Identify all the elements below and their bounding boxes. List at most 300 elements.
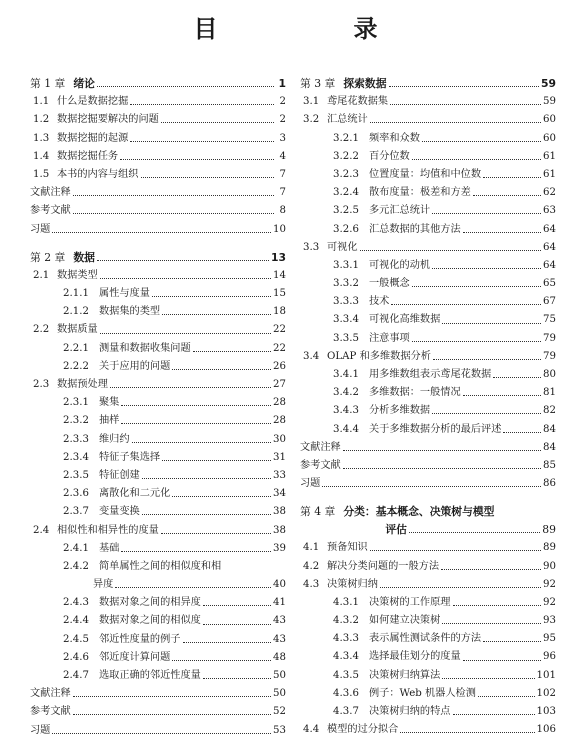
dot-leader — [162, 459, 271, 461]
toc-subsection-entry[interactable] — [30, 303, 286, 321]
subsection-number: 4.3.1 — [333, 596, 359, 608]
section-title: 解决分类问题的一般方法 — [327, 560, 440, 572]
page-number: 33 — [273, 469, 286, 481]
page-number: 3 — [279, 132, 286, 144]
toc-subsection-entry[interactable] — [30, 467, 286, 485]
page-number: 92 — [543, 578, 556, 590]
dot-leader — [73, 212, 274, 214]
subsection-number: 2.2.2 — [63, 360, 89, 372]
toc-section-entry[interactable] — [30, 130, 286, 148]
backmatter-title: 文献注释 — [300, 441, 341, 453]
toc-section-entry[interactable] — [300, 576, 556, 594]
toc-subsection-entry[interactable] — [30, 612, 286, 630]
toc-subsection-entry[interactable] — [300, 612, 556, 630]
page-number: 59 — [543, 96, 556, 108]
dot-leader — [172, 368, 271, 370]
toc-chapter-entry[interactable] — [300, 503, 556, 539]
page-number: 96 — [543, 651, 556, 663]
chapter-number: 第 4 章 — [300, 505, 336, 519]
page-number: 40 — [273, 579, 286, 591]
toc-subsection-entry[interactable] — [300, 685, 556, 703]
backmatter-title: 习题 — [30, 724, 51, 736]
page-number: 10 — [273, 223, 286, 235]
dot-leader — [441, 568, 541, 570]
backmatter-title: 参考文献 — [300, 459, 341, 471]
backmatter-title: 文献注释 — [30, 688, 71, 700]
section-number: 3.1 — [303, 96, 320, 108]
dot-leader — [203, 604, 271, 606]
dot-leader — [432, 412, 541, 414]
toc-subsection-entry[interactable] — [30, 503, 286, 521]
toc-subsection-entry[interactable] — [30, 594, 286, 612]
subsection-title: 百分位数 — [369, 150, 410, 162]
toc-chapter-entry[interactable] — [300, 75, 556, 93]
toc-backmatter-entry[interactable] — [300, 439, 556, 457]
page-number: 28 — [273, 415, 286, 427]
section-number: 4.3 — [303, 578, 320, 590]
section-title: 数据挖掘要解决的问题 — [57, 114, 159, 126]
dot-leader — [442, 677, 534, 679]
page-number: 38 — [273, 506, 286, 518]
toc-section-entry[interactable] — [300, 539, 556, 557]
toc-backmatter-entry[interactable] — [30, 202, 286, 220]
toc-chapter-entry[interactable] — [30, 75, 286, 93]
dot-leader — [409, 531, 540, 533]
section-title: 汇总统计 — [327, 114, 368, 126]
toc-subsection-entry[interactable] — [300, 148, 556, 166]
toc-right-column — [300, 75, 556, 739]
toc-subsection-entry[interactable] — [30, 285, 286, 303]
subsection-number: 3.2.5 — [333, 205, 359, 217]
page-number: 93 — [543, 615, 556, 627]
toc-section-entry[interactable] — [30, 522, 286, 540]
page-number: 53 — [273, 724, 286, 736]
dot-leader — [130, 103, 274, 105]
toc-section-entry[interactable] — [30, 111, 286, 129]
subsection-number: 4.3.4 — [333, 651, 359, 663]
chapter-title: 探索数据 — [343, 77, 387, 90]
subsection-number: 2.3.6 — [63, 488, 89, 500]
subsection-number: 2.3.2 — [63, 415, 89, 427]
page-number: 7 — [279, 168, 286, 180]
subsection-title: 关于应用的问题 — [99, 360, 171, 372]
subsection-title: 数据集的类型 — [99, 306, 161, 318]
toc-section-entry[interactable] — [30, 321, 286, 339]
page-number: 64 — [543, 241, 556, 253]
dot-leader — [110, 386, 271, 388]
subsection-title: 用多维数组表示鸢尾花数据 — [369, 369, 492, 380]
backmatter-title: 文献注释 — [30, 187, 71, 199]
subsection-title: 散布度量：极差和方差 — [369, 187, 471, 199]
toc-subsection-entry[interactable] — [30, 394, 286, 412]
page-number: 39 — [273, 542, 286, 554]
page-number: 95 — [543, 633, 556, 645]
page-number: 65 — [543, 278, 556, 290]
dot-leader — [161, 121, 274, 123]
toc-backmatter-entry[interactable] — [300, 457, 556, 475]
backmatter-title: 参考文献 — [30, 205, 71, 217]
section-number: 4.4 — [303, 724, 320, 736]
section-title: 数据类型 — [57, 269, 98, 281]
toc-subsection-entry[interactable] — [300, 703, 556, 721]
toc-section-entry[interactable] — [300, 558, 556, 576]
subsection-title: 关于多维数据分析的最后评述 — [369, 423, 502, 435]
section-title: 决策树归纳 — [327, 578, 378, 590]
toc-subsection-entry[interactable] — [300, 384, 556, 402]
subsection-title: 频率和众数 — [369, 132, 420, 144]
dot-leader — [132, 441, 271, 443]
dot-leader — [442, 622, 541, 624]
subsection-number: 2.4.4 — [63, 615, 89, 627]
subsection-number: 3.2.4 — [333, 187, 359, 199]
section-title: 数据质量 — [57, 324, 98, 336]
toc-section-entry[interactable] — [300, 93, 556, 111]
subsection-title: 决策树归纳算法 — [369, 669, 441, 681]
dot-leader — [463, 231, 541, 233]
page-number: 64 — [543, 259, 556, 271]
subsection-title: 选取正确的邻近性度量 — [99, 670, 201, 681]
toc-subsection-entry[interactable] — [30, 540, 286, 558]
dot-leader — [322, 485, 541, 487]
page-number: 13 — [270, 250, 286, 264]
page-number: 64 — [543, 223, 556, 235]
subsection-number: 2.4.3 — [63, 597, 89, 609]
page-number: 7 — [279, 187, 286, 199]
dot-leader — [343, 467, 541, 469]
toc-section-entry[interactable] — [300, 111, 556, 129]
dot-leader — [422, 140, 541, 142]
toc-backmatter-entry[interactable] — [30, 722, 286, 740]
subsection-title: 如何建立决策树 — [369, 615, 441, 627]
toc-subsection-entry[interactable] — [300, 330, 556, 348]
page-number: 89 — [543, 542, 556, 554]
subsection-title: 邻近性度量的例子 — [99, 633, 181, 645]
page-number: 60 — [543, 132, 556, 144]
page-number: 4 — [279, 150, 286, 162]
subsection-number: 2.3.3 — [63, 433, 89, 445]
section-title: 可视化 — [327, 241, 358, 253]
toc-subsection-entry[interactable] — [300, 421, 556, 439]
page-number: 28 — [273, 397, 286, 409]
dot-leader — [73, 713, 271, 715]
dot-leader — [193, 350, 271, 352]
subsection-title: 技术 — [369, 296, 390, 308]
page-number: 67 — [543, 296, 556, 308]
subsection-number: 3.2.6 — [333, 223, 359, 235]
section-number: 1.3 — [33, 132, 50, 144]
subsection-number: 2.1.1 — [63, 288, 89, 300]
subsection-title: 离散化和二元化 — [99, 488, 171, 500]
toc-subsection-continuation[interactable] — [30, 576, 286, 594]
dot-leader — [478, 695, 535, 697]
toc-subsection-entry[interactable] — [300, 594, 556, 612]
page-number: 30 — [273, 433, 286, 445]
toc-section-entry[interactable] — [30, 148, 286, 166]
subsection-number: 2.2.1 — [63, 342, 89, 354]
dot-leader — [400, 731, 534, 733]
toc-subsection-entry[interactable] — [30, 431, 286, 449]
backmatter-title: 习题 — [30, 223, 51, 235]
dot-leader — [412, 285, 541, 287]
chapter-title: 数据 — [73, 250, 95, 264]
subsection-number: 3.3.5 — [333, 332, 359, 344]
subsection-title: 简单属性之间的相似度和相 — [99, 560, 222, 572]
page-number: 85 — [543, 459, 556, 471]
page-number: 102 — [536, 687, 556, 699]
dot-leader — [52, 732, 271, 734]
dot-leader — [412, 340, 541, 342]
dot-leader — [442, 322, 541, 324]
toc-subsection-entry[interactable] — [30, 485, 286, 503]
toc-subsection-entry[interactable] — [300, 630, 556, 648]
subsection-title: 可视化的动机 — [369, 259, 431, 271]
section-title: 相似性和相异性的度量 — [57, 524, 159, 536]
dot-leader — [390, 103, 541, 105]
page-number: 31 — [273, 451, 286, 463]
subsection-title: 数据对象之间的相异度 — [99, 597, 201, 609]
dot-leader — [121, 404, 271, 406]
subsection-number: 3.4.2 — [333, 387, 359, 399]
section-title: 数据预处理 — [57, 379, 108, 390]
dot-leader — [121, 422, 271, 424]
dot-leader — [141, 176, 275, 178]
dot-leader — [343, 449, 541, 451]
subsection-number: 3.4.1 — [333, 369, 359, 380]
subsection-number: 3.2.1 — [333, 132, 359, 144]
subsection-number: 4.3.2 — [333, 615, 359, 627]
subsection-title: 例子：Web 机器人检测 — [369, 687, 476, 699]
dot-leader — [412, 158, 541, 160]
dot-leader — [100, 277, 271, 279]
section-title: 数据挖掘任务 — [57, 150, 119, 162]
page-number: 84 — [543, 441, 556, 453]
page-number: 50 — [273, 688, 286, 700]
page-number: 103 — [536, 706, 556, 717]
dot-leader — [162, 313, 271, 315]
section-number: 1.4 — [33, 150, 50, 162]
subsection-number: 4.3.5 — [333, 669, 359, 681]
toc-section-entry[interactable] — [30, 93, 286, 111]
page-number: 80 — [543, 369, 556, 380]
chapter-title-continued: 评估 — [385, 523, 407, 537]
toc-subsection-entry[interactable] — [300, 221, 556, 239]
page-number: 89 — [542, 523, 556, 537]
dot-leader — [370, 549, 541, 551]
dot-leader — [203, 677, 271, 679]
dot-leader — [463, 394, 541, 396]
dot-leader — [130, 140, 274, 142]
dot-leader — [391, 303, 541, 305]
subsection-number: 2.3.5 — [63, 469, 89, 481]
page-number: 52 — [273, 706, 286, 718]
page-number: 26 — [273, 360, 286, 372]
subsection-title: 基础 — [99, 542, 120, 554]
subsection-title: 一般概念 — [369, 278, 410, 290]
toc-chapter-entry[interactable] — [30, 249, 286, 267]
page-number: 41 — [273, 597, 286, 609]
subsection-title: 位置度量：均值和中位数 — [369, 168, 482, 180]
subsection-title: 表示属性测试条件的方法 — [369, 633, 482, 645]
page-number: 2 — [279, 114, 286, 126]
subsection-number: 4.3.6 — [333, 687, 359, 699]
page-number: 22 — [273, 342, 286, 354]
page-number: 22 — [273, 324, 286, 336]
toc-subsection-entry[interactable] — [300, 275, 556, 293]
dot-leader — [380, 586, 541, 588]
toc-subsection-entry[interactable] — [300, 257, 556, 275]
toc-subsection-entry[interactable] — [30, 412, 286, 430]
subsection-number: 2.3.7 — [63, 506, 89, 518]
subsection-number: 3.4.4 — [333, 423, 359, 435]
subsection-number: 4.3.3 — [333, 633, 359, 645]
dot-leader — [121, 550, 271, 552]
subsection-number: 3.3.4 — [333, 314, 359, 326]
section-title: 预备知识 — [327, 542, 368, 554]
section-number: 3.4 — [303, 350, 320, 362]
subsection-title: 注意事项 — [369, 332, 410, 344]
dot-leader — [453, 713, 535, 715]
page-number: 14 — [273, 269, 286, 281]
subsection-number: 2.4.6 — [63, 651, 89, 663]
subsection-title: 汇总数据的其他方法 — [369, 223, 461, 235]
toc-subsection-entry[interactable] — [30, 649, 286, 667]
backmatter-title: 参考文献 — [30, 706, 71, 718]
toc-section-entry[interactable] — [300, 721, 556, 739]
page-number: 81 — [543, 387, 556, 399]
toc-left-column — [30, 75, 286, 740]
subsection-title: 决策树归纳的特点 — [369, 706, 451, 717]
dot-leader — [100, 332, 271, 334]
toc-subsection-entry[interactable] — [300, 202, 556, 220]
page-number: 106 — [536, 724, 556, 736]
page-number: 101 — [536, 669, 556, 681]
section-number: 1.5 — [33, 168, 50, 180]
dot-leader — [172, 495, 271, 497]
subsection-number: 4.3.7 — [333, 706, 359, 717]
dot-leader — [389, 85, 539, 87]
page-number: 18 — [273, 306, 286, 318]
toc-subsection-entry[interactable] — [300, 648, 556, 666]
subsection-title: 分析多维数据 — [369, 405, 431, 417]
toc-section-entry[interactable] — [30, 376, 286, 394]
subsection-title: 抽样 — [99, 415, 120, 427]
toc-subsection-entry[interactable] — [300, 402, 556, 420]
toc-backmatter-entry[interactable] — [30, 685, 286, 703]
page-number: 59 — [540, 77, 556, 90]
toc-subsection-entry[interactable] — [30, 667, 286, 685]
toc-subsection-entry[interactable] — [30, 358, 286, 376]
dot-leader — [152, 295, 271, 297]
section-title: OLAP 和多维数据分析 — [327, 350, 431, 362]
section-title: 什么是数据挖掘 — [57, 96, 129, 108]
dot-leader — [493, 376, 541, 378]
subsection-title: 变量变换 — [99, 506, 140, 518]
dot-leader — [203, 623, 271, 625]
section-number: 2.4 — [33, 524, 50, 536]
toc-subsection-entry[interactable] — [30, 631, 286, 649]
page-number: 90 — [543, 560, 556, 572]
subsection-number: 3.3.3 — [333, 296, 359, 308]
page-number: 79 — [543, 350, 556, 362]
subsection-title-continued: 异度 — [93, 579, 114, 591]
toc-subsection-entry[interactable] — [300, 293, 556, 311]
section-number: 3.3 — [303, 241, 320, 253]
page-number: 8 — [279, 205, 286, 217]
page-number: 84 — [543, 423, 556, 435]
toc-section-entry[interactable] — [30, 166, 286, 184]
toc-subsection-entry[interactable] — [30, 340, 286, 358]
page-number: 43 — [273, 615, 286, 627]
toc-subsection-entry[interactable] — [300, 166, 556, 184]
subsection-number: 3.2.3 — [333, 168, 359, 180]
dot-leader — [483, 176, 541, 178]
toc-backmatter-entry[interactable] — [300, 475, 556, 493]
page-number: 50 — [273, 670, 286, 681]
toc-subsection-entry[interactable] — [300, 130, 556, 148]
page-number: 63 — [543, 205, 556, 217]
dot-leader — [432, 267, 541, 269]
section-number: 2.1 — [33, 269, 50, 281]
subsection-number: 3.3.1 — [333, 259, 359, 271]
chapter-title-wrap — [343, 503, 556, 539]
subsection-title: 聚集 — [99, 397, 120, 409]
toc-subsection-entry[interactable] — [300, 366, 556, 384]
dot-leader — [120, 158, 274, 160]
toc-backmatter-entry[interactable] — [30, 184, 286, 202]
section-number: 1.2 — [33, 114, 50, 126]
toc-subsection-entry[interactable] — [300, 311, 556, 329]
dot-leader — [142, 513, 271, 515]
page-number: 27 — [273, 379, 286, 390]
toc-section-entry[interactable] — [30, 267, 286, 285]
section-number: 4.2 — [303, 560, 320, 572]
subsection-title: 多元汇总统计 — [369, 205, 431, 217]
dot-leader — [463, 659, 541, 661]
toc-subsection-entry[interactable] — [300, 667, 556, 685]
subsection-title: 数据对象之间的相似度 — [99, 615, 201, 627]
chapter-title-line2 — [337, 521, 556, 539]
subsection-number: 3.3.2 — [333, 278, 359, 290]
subsection-title: 选择最佳划分的度量 — [369, 651, 461, 663]
toc-section-entry[interactable] — [300, 348, 556, 366]
page-number: 79 — [543, 332, 556, 344]
toc-backmatter-entry[interactable] — [30, 221, 286, 239]
subsection-title: 可视化高维数据 — [369, 314, 441, 326]
page-number: 92 — [543, 596, 556, 608]
subsection-number: 3.4.3 — [333, 405, 359, 417]
chapter-title: 绪论 — [73, 77, 95, 90]
dot-leader — [183, 641, 272, 643]
subsection-number: 2.3.4 — [63, 451, 89, 463]
chapter-number: 第 3 章 — [300, 77, 336, 90]
toc-backmatter-entry[interactable] — [30, 703, 286, 721]
toc-section-entry[interactable] — [300, 239, 556, 257]
subsection-title: 特征创建 — [99, 469, 140, 481]
toc-subsection-entry[interactable] — [30, 449, 286, 467]
subsection-number: 2.4.2 — [63, 560, 89, 572]
section-title: 数据挖掘的起源 — [57, 132, 129, 144]
toc-subsection-entry[interactable] — [300, 184, 556, 202]
dot-leader — [172, 659, 271, 661]
backmatter-title: 习题 — [300, 478, 321, 490]
toc-subsection-entry[interactable] — [30, 558, 286, 576]
dot-leader — [115, 586, 271, 588]
subsection-number: 2.1.2 — [63, 306, 89, 318]
section-title: 鸢尾花数据集 — [327, 96, 389, 108]
subsection-title: 邻近度计算问题 — [99, 651, 171, 663]
page-number: 82 — [543, 405, 556, 417]
section-number: 3.2 — [303, 114, 320, 126]
